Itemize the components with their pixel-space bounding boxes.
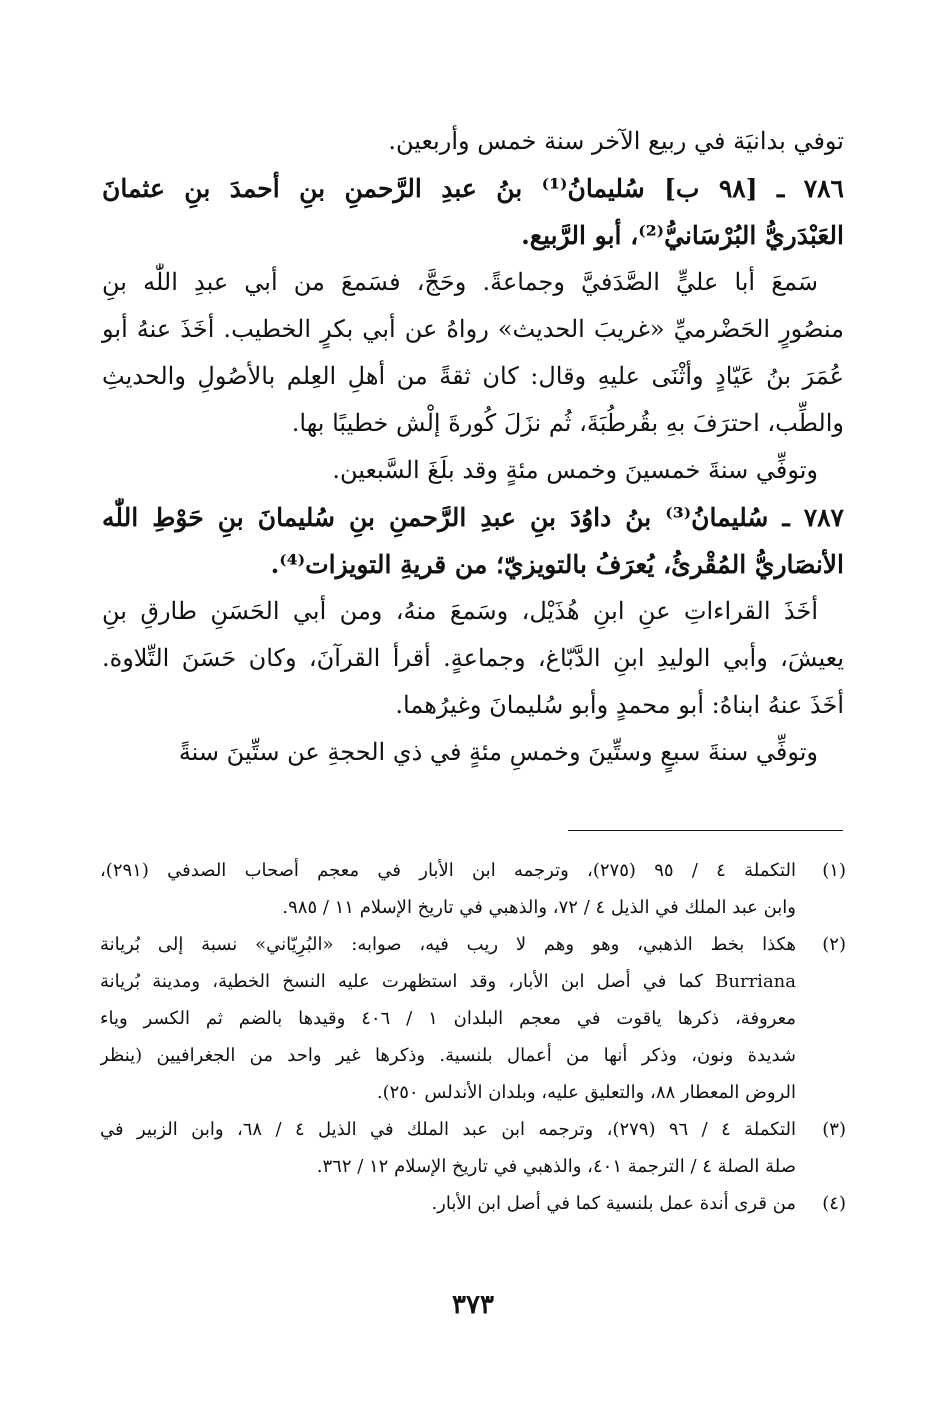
- entry-heading-786-cont: العَبْدَريُّ البُرْسَانيُّ⁽²⁾، أبو الرَّبيع.: [521, 221, 844, 250]
- entry-heading-787: ٧٨٧ ـ سُليمانُ⁽³⁾ بنُ داوُدَ بنِ عبدِ الرَّحمنِ بنِ سُليمانَ بنِ حَوْطِ اللّٰه: [102, 503, 844, 532]
- footnote-number: (٤): [822, 1193, 846, 1214]
- footnote-text: Burriana كما في أصل ابن الأبار، وقد استظهرت عليه النسخ الخطية، ومدينة بُريانة: [100, 971, 796, 992]
- text-line: منصُورٍ الحَضْرميِّ «غريبَ الحديث» رواهُ عن أبي بكرٍ الخطيب. أخَذَ عنهُ أبو: [102, 315, 844, 343]
- footnote-text: هكذا بخط الذهبي، وهو وهم لا ريب فيه، صوابه: «البُرِيّاني» نسبة إلى بُريانة: [100, 934, 796, 955]
- footnote-4: [100, 1185, 846, 1222]
- footnotes: [100, 852, 846, 1222]
- text-line: وتوفِّي سنةَ خمسينَ وخمس مئةٍ وقد بلَغَ السَّبعين.: [332, 456, 818, 484]
- footnote-text: معروفة، ذكرها ياقوت في معجم البلدان ١ / ٤٠٦ وقيدها بالضم ثم الكسر وياء: [100, 1008, 796, 1029]
- text-line: وتوفِّي سنةَ سبعٍ وستِّينَ وخمسِ مئةٍ في ذي الحجةِ عن ستِّينَ سنةً: [178, 738, 818, 766]
- main-text: [102, 118, 844, 776]
- footnote-2: [100, 926, 846, 963]
- footnote-divider: [568, 830, 843, 831]
- footnote-text: صلة الصلة ٤ / الترجمة ٤٠١، والذهبي في تاريخ الإسلام ١٢ / ٣٦٢.: [316, 1156, 796, 1177]
- text-line: والطِّب، احترَفَ بهِ بقُرطُبَةَ، ثُم نزَلَ كُورةَ إلْش خطيبًا بها.: [291, 409, 844, 437]
- footnote-text: من قرى أندة عمل بلنسية كما في أصل ابن الأبار.: [431, 1193, 796, 1214]
- text-line: يعيشَ، وأبي الوليدِ ابنِ الدَّبّاغ، وجماعةٍ. أقرأ القرآنَ، وكان حَسَنَ التِّلاوة.: [102, 644, 844, 672]
- text-line: أخَذَ القراءاتِ عنِ ابنِ هُذَيْل، وسَمعَ منهُ، ومن أبي الحَسَنِ طارقِ بنِ: [102, 597, 818, 625]
- footnote-1-cont: [100, 889, 846, 926]
- footnote-text: شديدة ونون، وذكر أنها من أعمال بلنسية. وذكرها غير واحد من الجغرافيين (ينظر: [100, 1045, 796, 1066]
- footnote-number: (٢): [822, 934, 846, 955]
- footnote-2-cont: [100, 1000, 846, 1037]
- entry-heading-786: ٧٨٦ ـ [٩٨ ب] سُليمانُ⁽¹⁾ بنُ عبدِ الرَّحمنِ بنِ أحمدَ بنِ عثمانَ: [102, 174, 844, 203]
- footnote-1: [100, 852, 846, 889]
- text-line: سَمعَ أبا عليٍّ الصَّدَفيَّ وجماعةً. وحَجَّ، فسَمعَ من أبي عبدِ اللّٰه بنِ: [102, 268, 818, 296]
- text-line: أخَذَ عنهُ ابناهُ: أبو محمدٍ وأبو سُليمانَ وغيرُهما.: [395, 691, 844, 719]
- text-line: عُمَرَ بنُ عَيّادٍ وأثْنَى عليهِ وقال: كان ثقةً من أهلِ العِلم بالأصُولِ والحديثِ: [102, 362, 844, 390]
- footnote-number: (١): [822, 860, 846, 881]
- footnote-3: [100, 1111, 846, 1148]
- footnote-3-cont: [100, 1148, 846, 1185]
- footnote-2-cont: [100, 963, 846, 1000]
- entry-heading-787-cont: الأنصَاريُّ المُقْرئُ، يُعرَفُ بالتويزيّ؛ من قريةِ التويزات⁽⁴⁾.: [270, 550, 844, 579]
- footnote-text: الروض المعطار ٨٨، والتعليق عليه، وبلدان الأندلس ٢٥٠).: [376, 1082, 796, 1103]
- footnote-number: (٣): [822, 1119, 846, 1140]
- footnote-text: التكملة ٤ / ٩٦ (٢٧٩)، وترجمه ابن عبد الملك في الذيل ٤ / ٦٨، وابن الزبير في: [100, 1119, 796, 1140]
- text-line: توفي بدانيَة في ربيع الآخر سنة خمس وأربعين.: [388, 127, 844, 155]
- footnote-2-cont: [100, 1074, 846, 1111]
- footnote-text: التكملة ٤ / ٩٥ (٢٧٥)، وترجمه ابن الأبار في معجم أصحاب الصدفي (٢٩١)،: [100, 860, 796, 881]
- footnote-text: وابن عبد الملك في الذيل ٤ / ٧٢، والذهبي في تاريخ الإسلام ١١ / ٩٨٥.: [282, 897, 796, 918]
- footnote-2-cont: [100, 1037, 846, 1074]
- page-number: ٣٧٣: [452, 1290, 494, 1320]
